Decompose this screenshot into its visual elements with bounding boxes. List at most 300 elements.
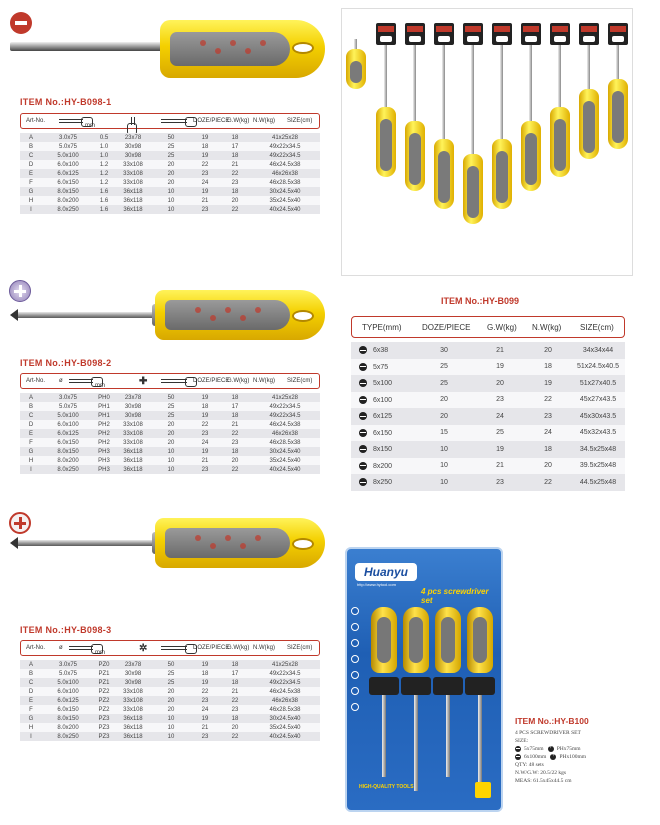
- table-row: [20, 438, 320, 447]
- table-cell: 10: [152, 196, 190, 205]
- pozidriv-tip-icon: ✲: [139, 643, 148, 654]
- table-cell: PH0: [94, 393, 114, 402]
- header-gw: G.W(kg): [227, 645, 250, 651]
- table-cell: PH3: [94, 465, 114, 474]
- table-row: [351, 474, 625, 491]
- table-cell: 51x27x40.5: [571, 375, 625, 392]
- table-cell: PH1: [94, 411, 114, 420]
- header-size: SIZE(cm): [287, 645, 313, 651]
- table-cell: 10: [152, 723, 190, 732]
- type-value: 5x75: [373, 363, 389, 371]
- table-cell: 18: [220, 393, 250, 402]
- header-nw: N.W(kg): [253, 645, 275, 651]
- table-cell: 6.0x100: [42, 420, 94, 429]
- table-cell: 49x22x34.5: [250, 402, 320, 411]
- b100-size-label: SIZE:: [515, 738, 529, 744]
- table-cell: 20: [152, 705, 190, 714]
- table-row: [20, 705, 320, 714]
- slotted-icon: [515, 754, 521, 760]
- table-cell: E: [20, 696, 42, 705]
- table-cell: 49x22x34.5: [250, 669, 320, 678]
- table-cell: 24: [525, 425, 571, 442]
- table-cell: 20: [152, 429, 190, 438]
- table-cell: 21: [220, 687, 250, 696]
- slotted-icon: [359, 346, 367, 354]
- table-cell: 20: [220, 456, 250, 465]
- table-row: [20, 723, 320, 732]
- table-cell: 46x24.5x38: [250, 160, 320, 169]
- table-cell: 40x24.5x40: [250, 465, 320, 474]
- table-row: [20, 696, 320, 705]
- table-cell: 25: [152, 411, 190, 420]
- table-cell: PZ2: [94, 687, 114, 696]
- table-cell: 36x118: [114, 447, 152, 456]
- table-cell: 5.0x100: [42, 411, 94, 420]
- length-diagram-icon: [59, 119, 83, 123]
- spec-header-b098-3: [20, 640, 320, 656]
- type-value: 6x125: [373, 413, 393, 421]
- table-cell: 46x28.5x38: [250, 178, 320, 187]
- table-cell: 30x98: [114, 411, 152, 420]
- b100-size-slotted: 5x75mm: [524, 746, 544, 752]
- table-cell: F: [20, 178, 42, 187]
- table-row: [20, 447, 320, 456]
- length-diagram-icon: [69, 379, 93, 383]
- type-cell: [351, 375, 413, 392]
- b100-weight: N.W/G.W: 20.5/22 kgs: [515, 770, 566, 776]
- table-cell: 23: [220, 705, 250, 714]
- table-cell: 25: [475, 425, 525, 442]
- table-cell: 44.5x25x48: [571, 474, 625, 491]
- spec-header-b098-1: [20, 113, 320, 129]
- header-nw: N.W(kg): [253, 118, 275, 124]
- table-row: [20, 151, 320, 160]
- table-cell: 22: [220, 696, 250, 705]
- table-cell: 18: [190, 402, 220, 411]
- table-row: [351, 458, 625, 475]
- table-cell: 46x28.5x38: [250, 438, 320, 447]
- table-row: [20, 187, 320, 196]
- header-size: SIZE(cm): [287, 118, 313, 124]
- table-cell: 5.0x75: [42, 669, 94, 678]
- table-cell: 18: [190, 142, 220, 151]
- header-nw: N.W(kg): [532, 323, 562, 332]
- table-cell: 45x30x43.5: [571, 408, 625, 425]
- table-cell: 5.0x75: [42, 142, 94, 151]
- table-cell: 51x24.5x40.5: [571, 359, 625, 376]
- table-cell: 6.0x125: [42, 169, 94, 178]
- b100-info: [515, 729, 586, 785]
- table-row: [20, 393, 320, 402]
- table-cell: 23: [475, 392, 525, 409]
- header-gw: G.W(kg): [227, 118, 250, 124]
- type-cell: [351, 474, 413, 491]
- table-cell: 10: [152, 465, 190, 474]
- table-cell: 20: [220, 723, 250, 732]
- table-cell: 25: [152, 678, 190, 687]
- table-cell: 33x108: [114, 687, 152, 696]
- table-cell: 46x26x38: [250, 429, 320, 438]
- table-cell: 30x24.5x40: [250, 714, 320, 723]
- table-cell: D: [20, 420, 42, 429]
- table-cell: 23: [475, 474, 525, 491]
- table-cell: C: [20, 411, 42, 420]
- spec-header-b098-2: [20, 373, 320, 389]
- table-cell: 20: [220, 196, 250, 205]
- table-row: [20, 678, 320, 687]
- header-mm: mm: [95, 383, 105, 389]
- table-cell: 3.0x75: [42, 660, 94, 669]
- table-cell: 1.6: [94, 187, 114, 196]
- table-cell: 24: [475, 408, 525, 425]
- table-cell: 5.0x75: [42, 402, 94, 411]
- table-cell: 45x32x43.5: [571, 425, 625, 442]
- slotted-icon: [359, 396, 367, 404]
- table-row: [20, 205, 320, 214]
- table-row: [20, 429, 320, 438]
- b100-size-phillips: PHx100mm: [559, 754, 587, 760]
- table-cell: 19: [190, 411, 220, 420]
- table-cell: 23: [190, 465, 220, 474]
- table-cell: PH1: [94, 402, 114, 411]
- table-cell: G: [20, 447, 42, 456]
- table-row: [351, 441, 625, 458]
- table-cell: 41x25x28: [250, 393, 320, 402]
- table-cell: 8.0x250: [42, 205, 94, 214]
- header-nw: N.W(kg): [253, 378, 275, 384]
- table-cell: 6.0x125: [42, 696, 94, 705]
- table-row: [351, 342, 625, 359]
- pack-tip-dots: [351, 607, 363, 719]
- table-cell: 36x118: [114, 196, 152, 205]
- slotted-icon: [359, 462, 367, 470]
- table-cell: PZ3: [94, 732, 114, 741]
- item-title-b098-1: ITEM No.:HY-B098-1: [20, 97, 112, 107]
- table-cell: 36x118: [114, 732, 152, 741]
- table-cell: 50: [152, 660, 190, 669]
- table-cell: 17: [220, 669, 250, 678]
- table-row: [351, 392, 625, 409]
- type-cell: [351, 408, 413, 425]
- header-doze-piece: DOZE/PIECE: [193, 118, 230, 124]
- table-cell: 8.0x150: [42, 447, 94, 456]
- item-title-b098-2: ITEM No.:HY-B098-2: [20, 358, 112, 368]
- b100-qty: QTY: 48 sets: [515, 762, 544, 768]
- slotted-icon: [359, 412, 367, 420]
- item-title-b098-3: ITEM No.:HY-B098-3: [20, 625, 112, 635]
- table-cell: 19: [525, 375, 571, 392]
- header-doze-piece: DOZE/PIECE: [193, 378, 230, 384]
- table-cell: 10: [152, 187, 190, 196]
- table-cell: 41x25x28: [250, 133, 320, 142]
- slotted-icon: [359, 478, 367, 486]
- table-cell: 36x118: [114, 714, 152, 723]
- table-cell: 20: [152, 438, 190, 447]
- table-cell: I: [20, 465, 42, 474]
- slotted-screwdriver-image: [10, 18, 330, 88]
- type-cell: [351, 458, 413, 475]
- table-cell: 49x22x34.5: [250, 411, 320, 420]
- b099-product-photo: [341, 8, 633, 276]
- table-cell: 20: [475, 375, 525, 392]
- table-cell: 19: [190, 714, 220, 723]
- table-cell: 34x34x44: [571, 342, 625, 359]
- header-doze-piece: DOZE/PIECE: [193, 645, 230, 651]
- table-cell: 1.0: [94, 151, 114, 160]
- phillips-screwdriver-image: [10, 290, 330, 350]
- table-cell: B: [20, 402, 42, 411]
- table-cell: 1.2: [94, 178, 114, 187]
- table-cell: 18: [525, 359, 571, 376]
- handle-diagram-icon: [161, 119, 187, 123]
- spec-table-b098-1: [20, 133, 320, 214]
- table-cell: 34.5x25x48: [571, 441, 625, 458]
- table-cell: H: [20, 196, 42, 205]
- table-cell: 18: [220, 187, 250, 196]
- table-cell: 10: [413, 474, 475, 491]
- table-row: [20, 456, 320, 465]
- table-row: [351, 408, 625, 425]
- table-cell: 6.0x125: [42, 429, 94, 438]
- table-cell: 17: [220, 402, 250, 411]
- table-cell: 23x78: [114, 660, 152, 669]
- table-cell: PH3: [94, 456, 114, 465]
- table-cell: 8.0x200: [42, 723, 94, 732]
- header-size: SIZE(cm): [287, 378, 313, 384]
- table-cell: PZ2: [94, 696, 114, 705]
- table-cell: 5.0x100: [42, 678, 94, 687]
- slotted-icon: [359, 379, 367, 387]
- type-cell: [351, 359, 413, 376]
- slotted-icon: [359, 429, 367, 437]
- table-cell: 1.2: [94, 160, 114, 169]
- table-cell: 23: [190, 429, 220, 438]
- type-value: 6x100: [373, 396, 393, 404]
- table-row: [20, 714, 320, 723]
- table-cell: 8.0x250: [42, 465, 94, 474]
- table-cell: 19: [190, 151, 220, 160]
- table-cell: 18: [190, 669, 220, 678]
- table-cell: 46x28.5x38: [250, 705, 320, 714]
- table-cell: 23: [220, 438, 250, 447]
- table-cell: E: [20, 429, 42, 438]
- table-cell: 50: [152, 133, 190, 142]
- table-cell: 10: [152, 456, 190, 465]
- spec-table-b098-3: [20, 660, 320, 741]
- type-value: 8x250: [373, 479, 393, 487]
- table-cell: 24: [190, 438, 220, 447]
- table-cell: 49x22x34.5: [250, 151, 320, 160]
- table-cell: 25: [413, 375, 475, 392]
- table-cell: 6.0x100: [42, 160, 94, 169]
- table-cell: A: [20, 660, 42, 669]
- table-cell: H: [20, 723, 42, 732]
- header-gw: G.W(kg): [487, 323, 517, 332]
- table-cell: 20: [152, 420, 190, 429]
- spec-table-b098-2: [20, 393, 320, 474]
- table-cell: 36x118: [114, 465, 152, 474]
- table-cell: 10: [152, 205, 190, 214]
- table-cell: I: [20, 205, 42, 214]
- table-cell: 5.0x100: [42, 151, 94, 160]
- table-cell: 49x22x34.5: [250, 678, 320, 687]
- table-row: [351, 375, 625, 392]
- table-cell: F: [20, 438, 42, 447]
- item-title-b100: ITEM No.:HY-B100: [515, 716, 589, 726]
- spec-header-b099: [351, 316, 625, 338]
- pack-badge-icon: [475, 782, 491, 798]
- header-gw: G.W(kg): [227, 378, 250, 384]
- table-row: [20, 402, 320, 411]
- table-cell: 18: [220, 411, 250, 420]
- table-cell: 10: [152, 732, 190, 741]
- table-row: [20, 169, 320, 178]
- table-cell: 10: [152, 714, 190, 723]
- table-cell: 50: [152, 393, 190, 402]
- table-cell: 20: [152, 696, 190, 705]
- table-cell: 21: [220, 160, 250, 169]
- table-cell: C: [20, 151, 42, 160]
- table-row: [20, 133, 320, 142]
- table-cell: 8.0x200: [42, 196, 94, 205]
- table-cell: 33x108: [114, 438, 152, 447]
- table-row: [20, 465, 320, 474]
- table-cell: 22: [220, 732, 250, 741]
- table-cell: 19: [475, 441, 525, 458]
- table-cell: 19: [190, 187, 220, 196]
- table-cell: PZ1: [94, 669, 114, 678]
- table-cell: 10: [413, 441, 475, 458]
- table-cell: 35x24.5x40: [250, 456, 320, 465]
- table-cell: 30x98: [114, 402, 152, 411]
- table-cell: PH2: [94, 429, 114, 438]
- b100-blister-pack-photo: [345, 547, 503, 812]
- slotted-icon: [515, 746, 521, 752]
- table-cell: 6.0x150: [42, 438, 94, 447]
- header-art-no: Art-No.: [26, 378, 46, 384]
- table-cell: B: [20, 669, 42, 678]
- table-cell: 21: [190, 196, 220, 205]
- table-cell: 30: [413, 342, 475, 359]
- table-row: [20, 178, 320, 187]
- header-type: TYPE(mm): [362, 323, 402, 332]
- table-cell: 20: [525, 342, 571, 359]
- table-cell: 22: [220, 429, 250, 438]
- table-cell: I: [20, 732, 42, 741]
- table-cell: 22: [525, 474, 571, 491]
- table-cell: 19: [190, 393, 220, 402]
- table-cell: 49x22x34.5: [250, 142, 320, 151]
- table-cell: G: [20, 187, 42, 196]
- pack-url: http://www.hytool.com: [357, 582, 396, 587]
- type-value: 8x150: [373, 446, 393, 454]
- table-cell: 10: [152, 447, 190, 456]
- table-cell: H: [20, 456, 42, 465]
- table-row: [20, 660, 320, 669]
- table-cell: 8.0x150: [42, 714, 94, 723]
- b100-size-phillips: PHx75mm: [556, 746, 581, 752]
- table-cell: 22: [220, 205, 250, 214]
- table-cell: 18: [220, 151, 250, 160]
- table-cell: 22: [190, 420, 220, 429]
- table-cell: 23: [190, 169, 220, 178]
- pack-brand-logo: Huanyu: [355, 563, 417, 581]
- table-cell: 1.6: [94, 196, 114, 205]
- table-cell: 24: [190, 705, 220, 714]
- table-cell: 39.5x25x48: [571, 458, 625, 475]
- table-cell: 30x98: [114, 151, 152, 160]
- spec-table-b099: [351, 342, 625, 491]
- item-title-b099: ITEM No.:HY-B099: [441, 296, 520, 306]
- b100-size-row: [515, 753, 586, 761]
- table-cell: 8.0x200: [42, 456, 94, 465]
- table-cell: 0.5: [94, 133, 114, 142]
- type-cell: [351, 441, 413, 458]
- table-cell: 22: [525, 392, 571, 409]
- header-mm: mm: [95, 650, 105, 656]
- table-cell: 25: [413, 359, 475, 376]
- table-cell: 33x108: [114, 696, 152, 705]
- header-art-no: Art-No.: [26, 645, 46, 651]
- type-value: 6x150: [373, 429, 393, 437]
- header-diameter: ø: [59, 378, 63, 384]
- table-row: [20, 420, 320, 429]
- table-cell: 25: [152, 142, 190, 151]
- table-row: [20, 732, 320, 741]
- pack-title: 4 pcs screwdriver set: [421, 587, 489, 605]
- table-cell: 24: [190, 178, 220, 187]
- table-cell: E: [20, 169, 42, 178]
- table-cell: 1.6: [94, 205, 114, 214]
- table-cell: 40x24.5x40: [250, 205, 320, 214]
- table-cell: 33x108: [114, 169, 152, 178]
- table-cell: A: [20, 133, 42, 142]
- table-cell: 20: [413, 408, 475, 425]
- table-cell: 19: [475, 359, 525, 376]
- table-row: [20, 196, 320, 205]
- table-cell: 23x78: [114, 133, 152, 142]
- table-cell: 36x118: [114, 723, 152, 732]
- table-cell: 19: [190, 133, 220, 142]
- table-cell: 22: [190, 160, 220, 169]
- slotted-icon: [359, 363, 367, 371]
- table-cell: 10: [413, 458, 475, 475]
- table-cell: 6.0x150: [42, 705, 94, 714]
- table-cell: 18: [525, 441, 571, 458]
- table-cell: 30x24.5x40: [250, 187, 320, 196]
- table-cell: 22: [190, 687, 220, 696]
- table-cell: 23: [190, 205, 220, 214]
- table-cell: A: [20, 393, 42, 402]
- table-cell: 20: [413, 392, 475, 409]
- table-cell: 21: [220, 420, 250, 429]
- table-cell: 3.0x75: [42, 393, 94, 402]
- table-cell: 1.2: [94, 169, 114, 178]
- table-cell: 46x24.5x38: [250, 420, 320, 429]
- table-cell: 18: [220, 678, 250, 687]
- table-cell: 19: [190, 660, 220, 669]
- table-cell: 22: [220, 465, 250, 474]
- table-cell: 15: [413, 425, 475, 442]
- table-cell: PZ1: [94, 678, 114, 687]
- table-row: [351, 425, 625, 442]
- table-cell: 3.0x75: [42, 133, 94, 142]
- table-cell: 23: [190, 732, 220, 741]
- type-value: 6x38: [373, 347, 389, 355]
- table-cell: F: [20, 705, 42, 714]
- table-cell: 33x108: [114, 420, 152, 429]
- table-cell: 6.0x150: [42, 178, 94, 187]
